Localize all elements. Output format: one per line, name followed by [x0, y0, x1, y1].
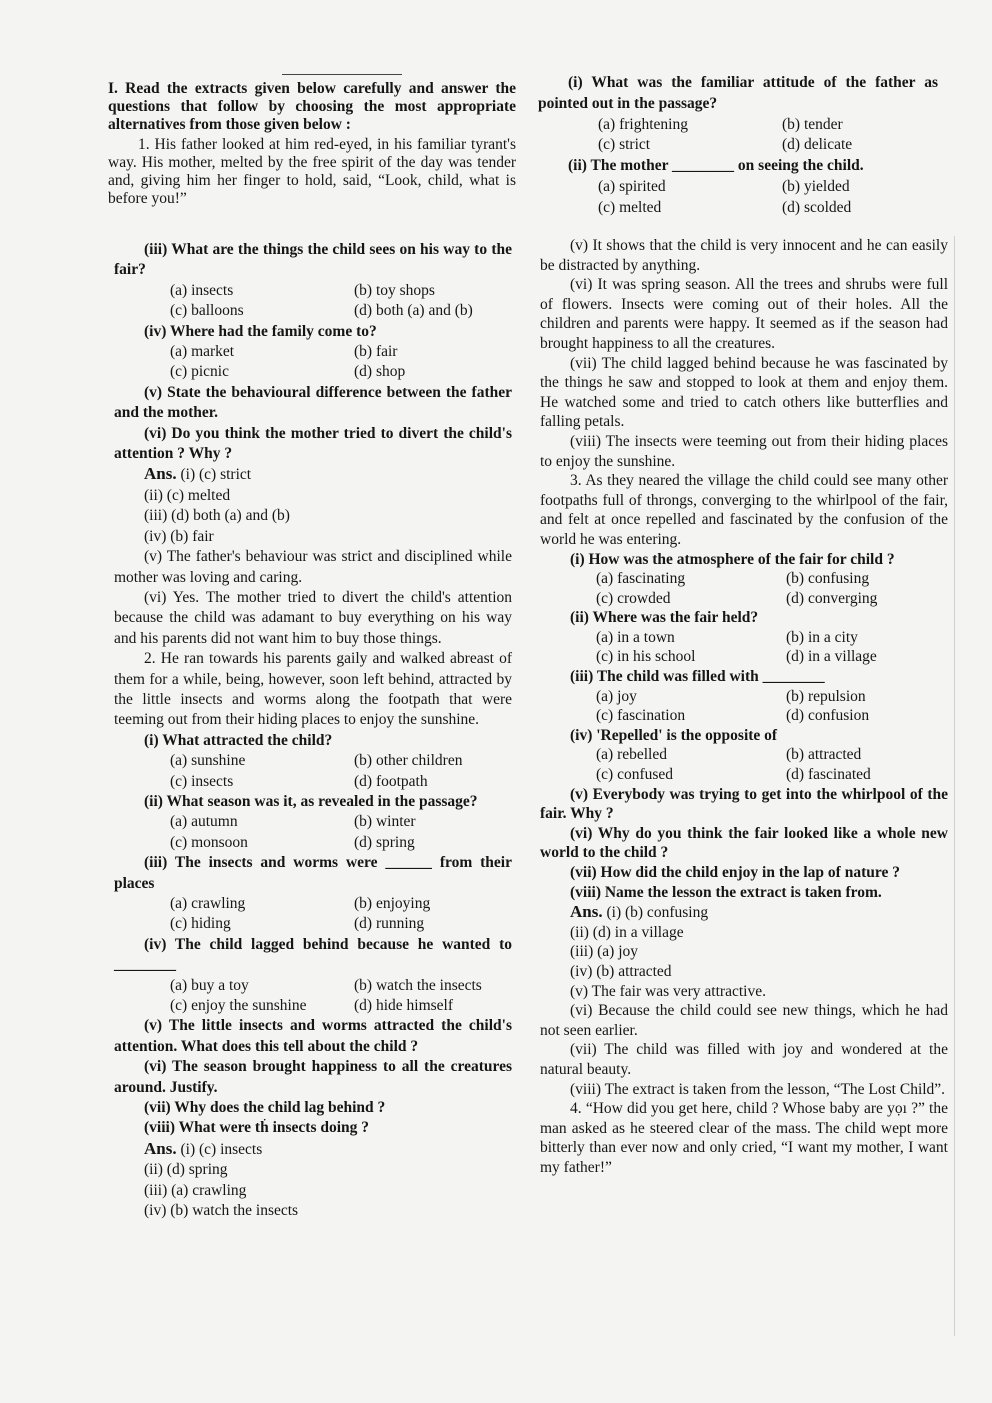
option-b: (b) winter — [354, 813, 416, 831]
left-column — [114, 240, 512, 1222]
option-b: (d) spring — [354, 833, 415, 851]
option-row — [114, 301, 512, 321]
option-b: (b) enjoying — [354, 895, 431, 912]
option-b: (b) confusing — [786, 570, 870, 588]
option-row — [114, 751, 512, 771]
option-b: (b) toy shops — [354, 281, 435, 299]
option-row — [540, 745, 948, 765]
option-a: (c) picnic — [170, 363, 229, 381]
answer-line: (iii) (d) both (a) and (b) — [144, 507, 290, 525]
answer-line: (ii) (d) spring — [144, 1161, 228, 1179]
question: (i) What was the familiar attitude of the father as pointed out in the passage? — [538, 74, 938, 112]
answer-line — [540, 902, 948, 923]
top-rule — [282, 74, 402, 75]
question: (iv) The child lagged behind because he wanted to ________ — [114, 935, 512, 974]
option-a: (a) insects — [170, 281, 234, 299]
option-row — [114, 812, 512, 832]
question: (iii) The insects and worms were ______ from their places — [114, 854, 512, 892]
option-b: (d) in a village — [786, 648, 877, 666]
answer-text: (i) (c) strict — [176, 466, 252, 484]
page-edge-line — [954, 236, 955, 1336]
left-top-column — [108, 80, 516, 208]
option-b: (d) both (a) and (b) — [354, 302, 473, 320]
answer-line: (ii) (d) in a village — [570, 923, 684, 941]
question: (i) What attracted the child? — [144, 731, 333, 749]
option-a: (a) frightening — [598, 115, 688, 133]
question: (i) How was the atmosphere of the fair for child ? — [570, 550, 895, 568]
extract-paragraph: 4. “How did you get here, child ? Whose baby are yọı ?” the man asked as he steered clear of the mass. The child wept more bitterly than ever now and only cried, “I want my mother, I want my father!” — [540, 1100, 948, 1176]
option-a: (c) enjoy the sunshine — [170, 997, 307, 1015]
answer-line: (vii) The child lagged behind because he was fascinated by the things he saw and stopped to look at them and enjoy them. He watched some and tried to catch others like butterflies and falling petals. — [540, 354, 948, 431]
option-b: (b) other children — [354, 752, 463, 770]
extract-paragraph: 2. He ran towards his parents gaily and walked abreast of them for a while, being, however, soon left behind, attracted by the little insects and worms along the footpath that were teeming out from their hiding places to enjoy the sunshine. — [114, 650, 512, 729]
answer-line: (vi) Because the child could see new things, which he had not seen earlier. — [540, 1002, 948, 1039]
question: (vi) Why do you think the fair looked like a whole new world to the child ? — [540, 824, 948, 862]
option-b: (b) attracted — [786, 746, 862, 764]
question: (ii) Where was the fair held? — [570, 609, 759, 627]
option-b: (d) fascinated — [786, 766, 871, 784]
option-a: (c) balloons — [170, 302, 244, 320]
answer-line: (vi) It was spring season. All the trees and shrubs were full of flowers. Insects were coming out of their holes. All the children and parents were happy. It seemed as if the season had brought happiness to all the creatures. — [540, 276, 948, 352]
option-b: (d) converging — [786, 589, 878, 607]
question: (iii) What are the things the child sees on his way to the fair? — [114, 241, 512, 279]
option-a: (c) in his school — [596, 648, 696, 666]
answer-line: (vii) The child was filled with joy and wondered at the natural beauty. — [540, 1041, 948, 1078]
option-row — [114, 894, 512, 914]
option-a: (a) autumn — [170, 813, 238, 831]
answer-line: (vi) Yes. The mother tried to divert the child's attention because the child was adamant to buy everything on his way and his parents did not want him to buy those things. — [114, 588, 512, 647]
right-top-column — [538, 73, 938, 219]
question: (viii) Name the lesson the extract is taken from. — [570, 883, 882, 901]
option-row — [114, 833, 512, 853]
answer-line: (v) The fair was very attractive. — [570, 982, 766, 1000]
option-row — [114, 976, 512, 996]
option-row — [114, 342, 512, 362]
answer-line: (v) It shows that the child is very innocent and he can easily be distracted by anything. — [540, 237, 948, 274]
option-a: (a) sunshine — [170, 752, 246, 770]
option-row — [538, 198, 938, 219]
answer-line — [114, 1139, 512, 1160]
option-b: (b) fair — [354, 343, 398, 361]
answer-line: (iii) (a) crawling — [144, 1181, 247, 1199]
option-a: (a) joy — [596, 687, 637, 705]
question: (vi) The season brought happiness to all the creatures around. Justify. — [114, 1058, 512, 1096]
option-a: (c) crowded — [596, 589, 671, 607]
option-row — [540, 765, 948, 785]
answer-line — [114, 464, 512, 485]
option-row — [540, 706, 948, 726]
answer-text: (i) (b) confusing — [602, 904, 709, 922]
option-a: (a) market — [170, 343, 235, 361]
answer-label: Ans. — [570, 902, 603, 922]
instructions: I. Read the extracts given below carefully and answer the questions that follow by choosing the most appropriate alternatives from those given below : — [108, 80, 516, 133]
option-b: (d) shop — [354, 363, 406, 381]
option-row — [538, 135, 938, 156]
answer-label: Ans. — [144, 464, 177, 484]
answer-line: (v) The father's behaviour was strict and disciplined while mother was loving and caring. — [114, 548, 512, 586]
option-a: (c) melted — [598, 198, 662, 216]
question: (ii) The mother ________ on seeing the child. — [568, 157, 864, 175]
option-a: (a) crawling — [170, 895, 246, 912]
option-row — [540, 647, 948, 667]
question: (vii) Why does the child lag behind ? — [144, 1099, 386, 1117]
option-row — [538, 177, 938, 198]
question: (vi) Do you think the mother tried to divert the child's attention ? Why ? — [114, 424, 512, 463]
answer-line: (viii) The insects were teeming out from their hiding places to enjoy the sunshine. — [540, 432, 948, 470]
option-b: (d) hide himself — [354, 997, 454, 1015]
question: (viii) What were th͘ insects doing ? — [144, 1119, 370, 1137]
option-b: (b) yielded — [782, 177, 850, 195]
option-b: (d) delicate — [782, 136, 853, 154]
option-b: (b) in a city — [786, 628, 858, 646]
question: (iv) 'Repelled' is the opposite of — [570, 726, 778, 744]
option-row — [540, 687, 948, 707]
option-b: (b) repulsion — [786, 687, 866, 705]
question: (v) The little insects and worms attracted the child's attention. What does this tell about the child ? — [114, 1017, 512, 1055]
option-a: (c) confused — [596, 766, 674, 784]
right-column — [540, 236, 948, 1178]
option-b: (d) scolded — [782, 198, 852, 216]
extract-1: 1. His father looked at him red-eyed, in his familiar tyrant's way. His mother, melted by the free spirit of the day was tender and, giving him her finger to hold, said, “Look, child, what is before you!” — [108, 136, 516, 207]
option-a: (a) spirited — [598, 177, 666, 195]
option-b: (b) tender — [782, 115, 843, 133]
question: (vii) How did the child enjoy in the lap of nature ? — [570, 864, 900, 881]
extract-paragraph: 3. As they neared the village the child could see many other footpaths full of throngs, converging to the whirlpool of the fair, and felt at once repelled and fascinated by the confusion of the world he was entering. — [540, 472, 948, 548]
option-b: (b) watch the insects — [354, 976, 482, 994]
option-b: (d) footpath — [354, 772, 428, 790]
option-a: (c) fascination — [596, 707, 686, 725]
question: (v) State the behavioural difference between the father and the mother. — [114, 383, 512, 422]
option-row — [114, 362, 512, 382]
option-row — [114, 914, 512, 934]
option-a: (a) in a town — [596, 628, 675, 646]
question: (iii) The child was filled with ________ — [570, 668, 825, 686]
option-a: (c) insects — [170, 772, 234, 790]
option-a: (a) rebelled — [596, 746, 667, 764]
option-a: (a) fascinating — [596, 570, 686, 588]
answer-line: (ii) (c) melted — [144, 486, 231, 504]
answer-text: (i) (c) insects — [176, 1140, 263, 1158]
option-row — [114, 996, 512, 1016]
option-row — [540, 569, 948, 589]
question: (iv) Where had the family come to? — [144, 322, 377, 340]
option-a: (c) hiding — [170, 915, 231, 933]
option-b: (d) confusion — [786, 707, 870, 725]
answer-label: Ans. — [144, 1138, 177, 1158]
answer-line: (iii) (a) joy — [570, 943, 639, 961]
option-a: (c) strict — [598, 136, 651, 154]
option-row — [540, 628, 948, 648]
option-row — [540, 589, 948, 609]
answer-line: (iv) (b) watch the insects — [144, 1202, 299, 1220]
option-row — [114, 772, 512, 792]
option-a: (c) monsoon — [170, 833, 248, 851]
answer-line: (viii) The extract is taken from the lesson, “The Lost Child”. — [570, 1080, 946, 1098]
option-a: (a) buy a toy — [170, 976, 249, 994]
answer-line: (iv) (b) fair — [144, 527, 214, 545]
answer-line: (iv) (b) attracted — [570, 962, 672, 980]
option-row — [538, 115, 938, 136]
question: (ii) What season was it, as revealed in the passage? — [144, 792, 478, 810]
option-b: (d) running — [354, 915, 425, 933]
option-row — [114, 281, 512, 301]
question: (v) Everybody was trying to get into the whirlpool of the fair. Why ? — [540, 785, 948, 823]
